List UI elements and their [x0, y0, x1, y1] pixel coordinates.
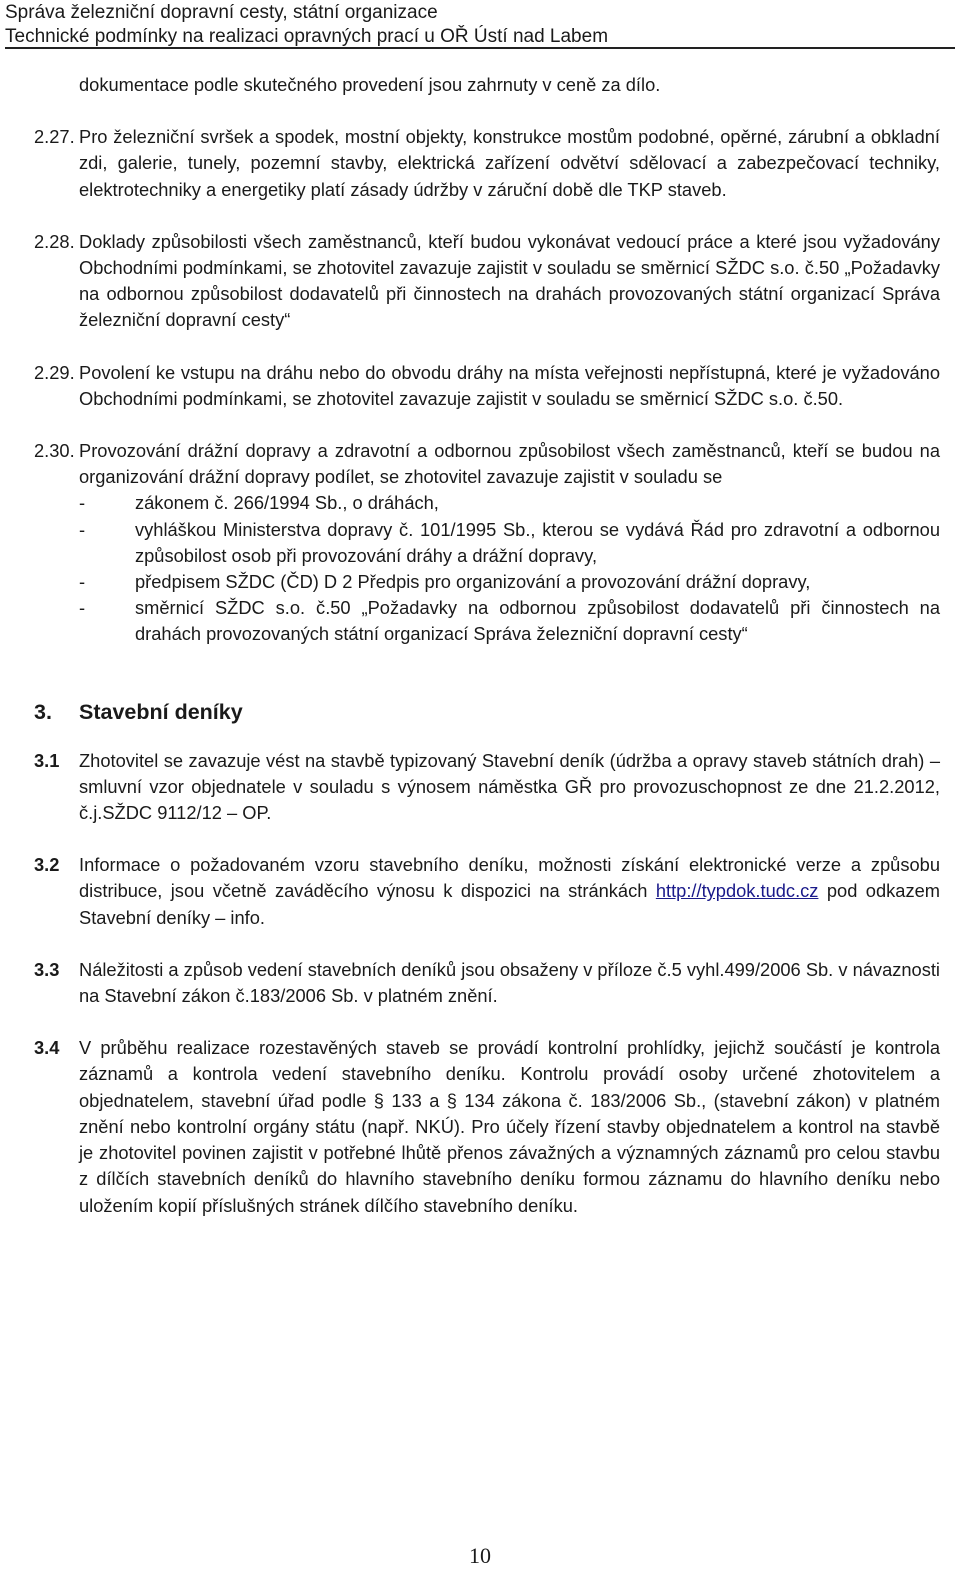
clause-2-28: [34, 229, 940, 334]
page-header: [5, 1, 955, 49]
list-item: [79, 595, 940, 647]
clause-text: Provozování drážní dopravy a zdravotní a odbornou způsobilost všech zaměstnanců, kteří se budou na organizování drážní dopravy podílet, se zhotovitel zavazuje zajistit v souladu se: [79, 440, 940, 488]
list-dash: -: [79, 492, 86, 514]
list-item-text: zákonem č. 266/1994 Sb., o dráhách,: [135, 492, 439, 514]
clause-3-3: [34, 957, 940, 1009]
list-dash: -: [79, 571, 86, 593]
clause-2-30: [34, 438, 940, 648]
clause-body: [79, 438, 940, 648]
clause-text: V průběhu realizace rozestavěných staveb se provádí kontrolní prohlídky, jejichž součástí je kontrola záznamů a kontrola vedení stavebního deníku. Kontrolu provádí osoby určené zhotovitelem a objednatelem, stavební úřad podle § 133 a § 134 zákona č. 183/2006 Sb., (stavební zákon) v platném znění nebo kontrolní orgány státu (např. NKÚ). Pro účely řízení stavby objednatelem a kontrol na stavbě je zhotovitel povinen zajistit v potřebné lhůtě přenos závažných a významných záznamů pro celou stavbu z dílčích stavebních deníků do hlavního stavebního deníku formou záznamu do hlavního deníku nebo uložením kopií příslušných stránek dílčího stavebního deníku.: [79, 1037, 940, 1216]
clause-number: 2.29.: [34, 361, 75, 383]
section-title: Stavební deníky: [79, 699, 243, 724]
clause-text: Povolení ke vstupu na dráhu nebo do obvodu dráhy na místa veřejnosti nepřístupná, které je vyžadováno Obchodními podmínkami, se zhotovitel zavazuje zajistit v souladu se směrnicí SŽDC s.o. č.50.: [79, 361, 940, 409]
clause-text: Informace o požadovaném vzoru stavebního deníku, možnosti získání elektronické verze a způsobu distribuce, jsou včetně zaváděcího výnosu k dispozici na stránkách: [79, 854, 940, 902]
clause-text-after: pod odkazem Stavební deníky – info.: [79, 880, 940, 928]
list-item: [79, 517, 940, 569]
list-item-text: vyhláškou Ministerstva dopravy č. 101/1995 Sb., kterou se vydává Řád pro zdravotní a odbornou způsobilost osob při provozování dráhy a drážní dopravy,: [135, 518, 940, 566]
clause-3-1: [34, 748, 940, 827]
header-divider: [5, 47, 955, 49]
typdok-link[interactable]: http://typdok.tudc.cz: [655, 880, 819, 902]
header-document-title: Technické podmínky na realizaci opravných prací u OŘ Ústí nad Labem: [5, 26, 609, 47]
regulation-list: [79, 490, 940, 647]
clause-number: 2.30.: [34, 440, 75, 462]
list-item-text: směrnicí SŽDC s.o. č.50 „Požadavky na odbornou způsobilost dodavatelů při činnostech na drahách provozovaných státní organizací Správa železniční dopravní cesty“: [135, 597, 940, 645]
clause-number: 2.28.: [34, 230, 75, 252]
clause-text: Náležitosti a způsob vedení stavebních deníků jsou obsaženy v příloze č.5 vyhl.499/2006 Sb. v návaznosti na Stavební zákon č.183/2006 Sb. v platném znění.: [79, 958, 940, 1007]
intro-text: dokumentace podle skutečného provedení jsou zahrnuty v ceně za dílo.: [79, 74, 661, 95]
clause-3-2: [34, 852, 940, 931]
list-item-text: předpisem SŽDC (ČD) D 2 Předpis pro organizování a provozování drážní dopravy,: [135, 571, 811, 593]
clause-body: [79, 852, 940, 931]
clause-text: Zhotovitel se zavazuje vést na stavbě typizovaný Stavební deník (údržba a opravy staveb státních drah) – smluvní vzor objednatele v souladu s výnosem náměstka GŘ pro provozuschopnost ze dne 21.2.2012, č.j.SŽDC 9112/12 – OP.: [79, 749, 940, 824]
list-dash: -: [79, 597, 86, 619]
list-item: [79, 569, 940, 595]
clause-2-27: [34, 124, 940, 203]
clause-3-4: [34, 1035, 940, 1218]
clause-number: 3.1: [34, 749, 60, 771]
section-number: 3.: [34, 699, 52, 724]
clause-text: Pro železniční svršek a spodek, mostní objekty, konstrukce mostům podobné, opěrné, zárubní a obkladní zdi, galerie, tunely, pozemní stavby, elektrická zařízení odvětví sdělovací a zabezpečovací techniky, elektrotechniky a energetiky platí zásady údržby v záruční době dle TKP staveb.: [79, 126, 940, 200]
section-heading: [34, 698, 940, 726]
list-dash: -: [79, 518, 86, 540]
clause-number: 3.2: [34, 854, 60, 876]
header-organization: Správa železniční dopravní cesty, státní organizace: [5, 2, 438, 23]
clause-2-29: [34, 360, 940, 412]
clause-text: Doklady způsobilosti všech zaměstnanců, kteří budou vykonávat vedoucí práce a které jsou vyžadovány Obchodními podmínkami, se zhotovitel zavazuje zajistit v souladu se směrnicí SŽDC s.o. č.50 „Požadavky na odbornou způsobilost dodavatelů při činnostech na drahách provozovaných státní organizací Správa železniční dopravní cesty“: [79, 230, 940, 331]
list-item: [79, 490, 940, 516]
clause-number: 2.27.: [34, 126, 75, 148]
page-number: 10: [469, 1543, 491, 1568]
clause-number: 3.3: [34, 958, 60, 980]
document-body: [34, 72, 940, 1219]
clause-number: 3.4: [34, 1037, 60, 1059]
